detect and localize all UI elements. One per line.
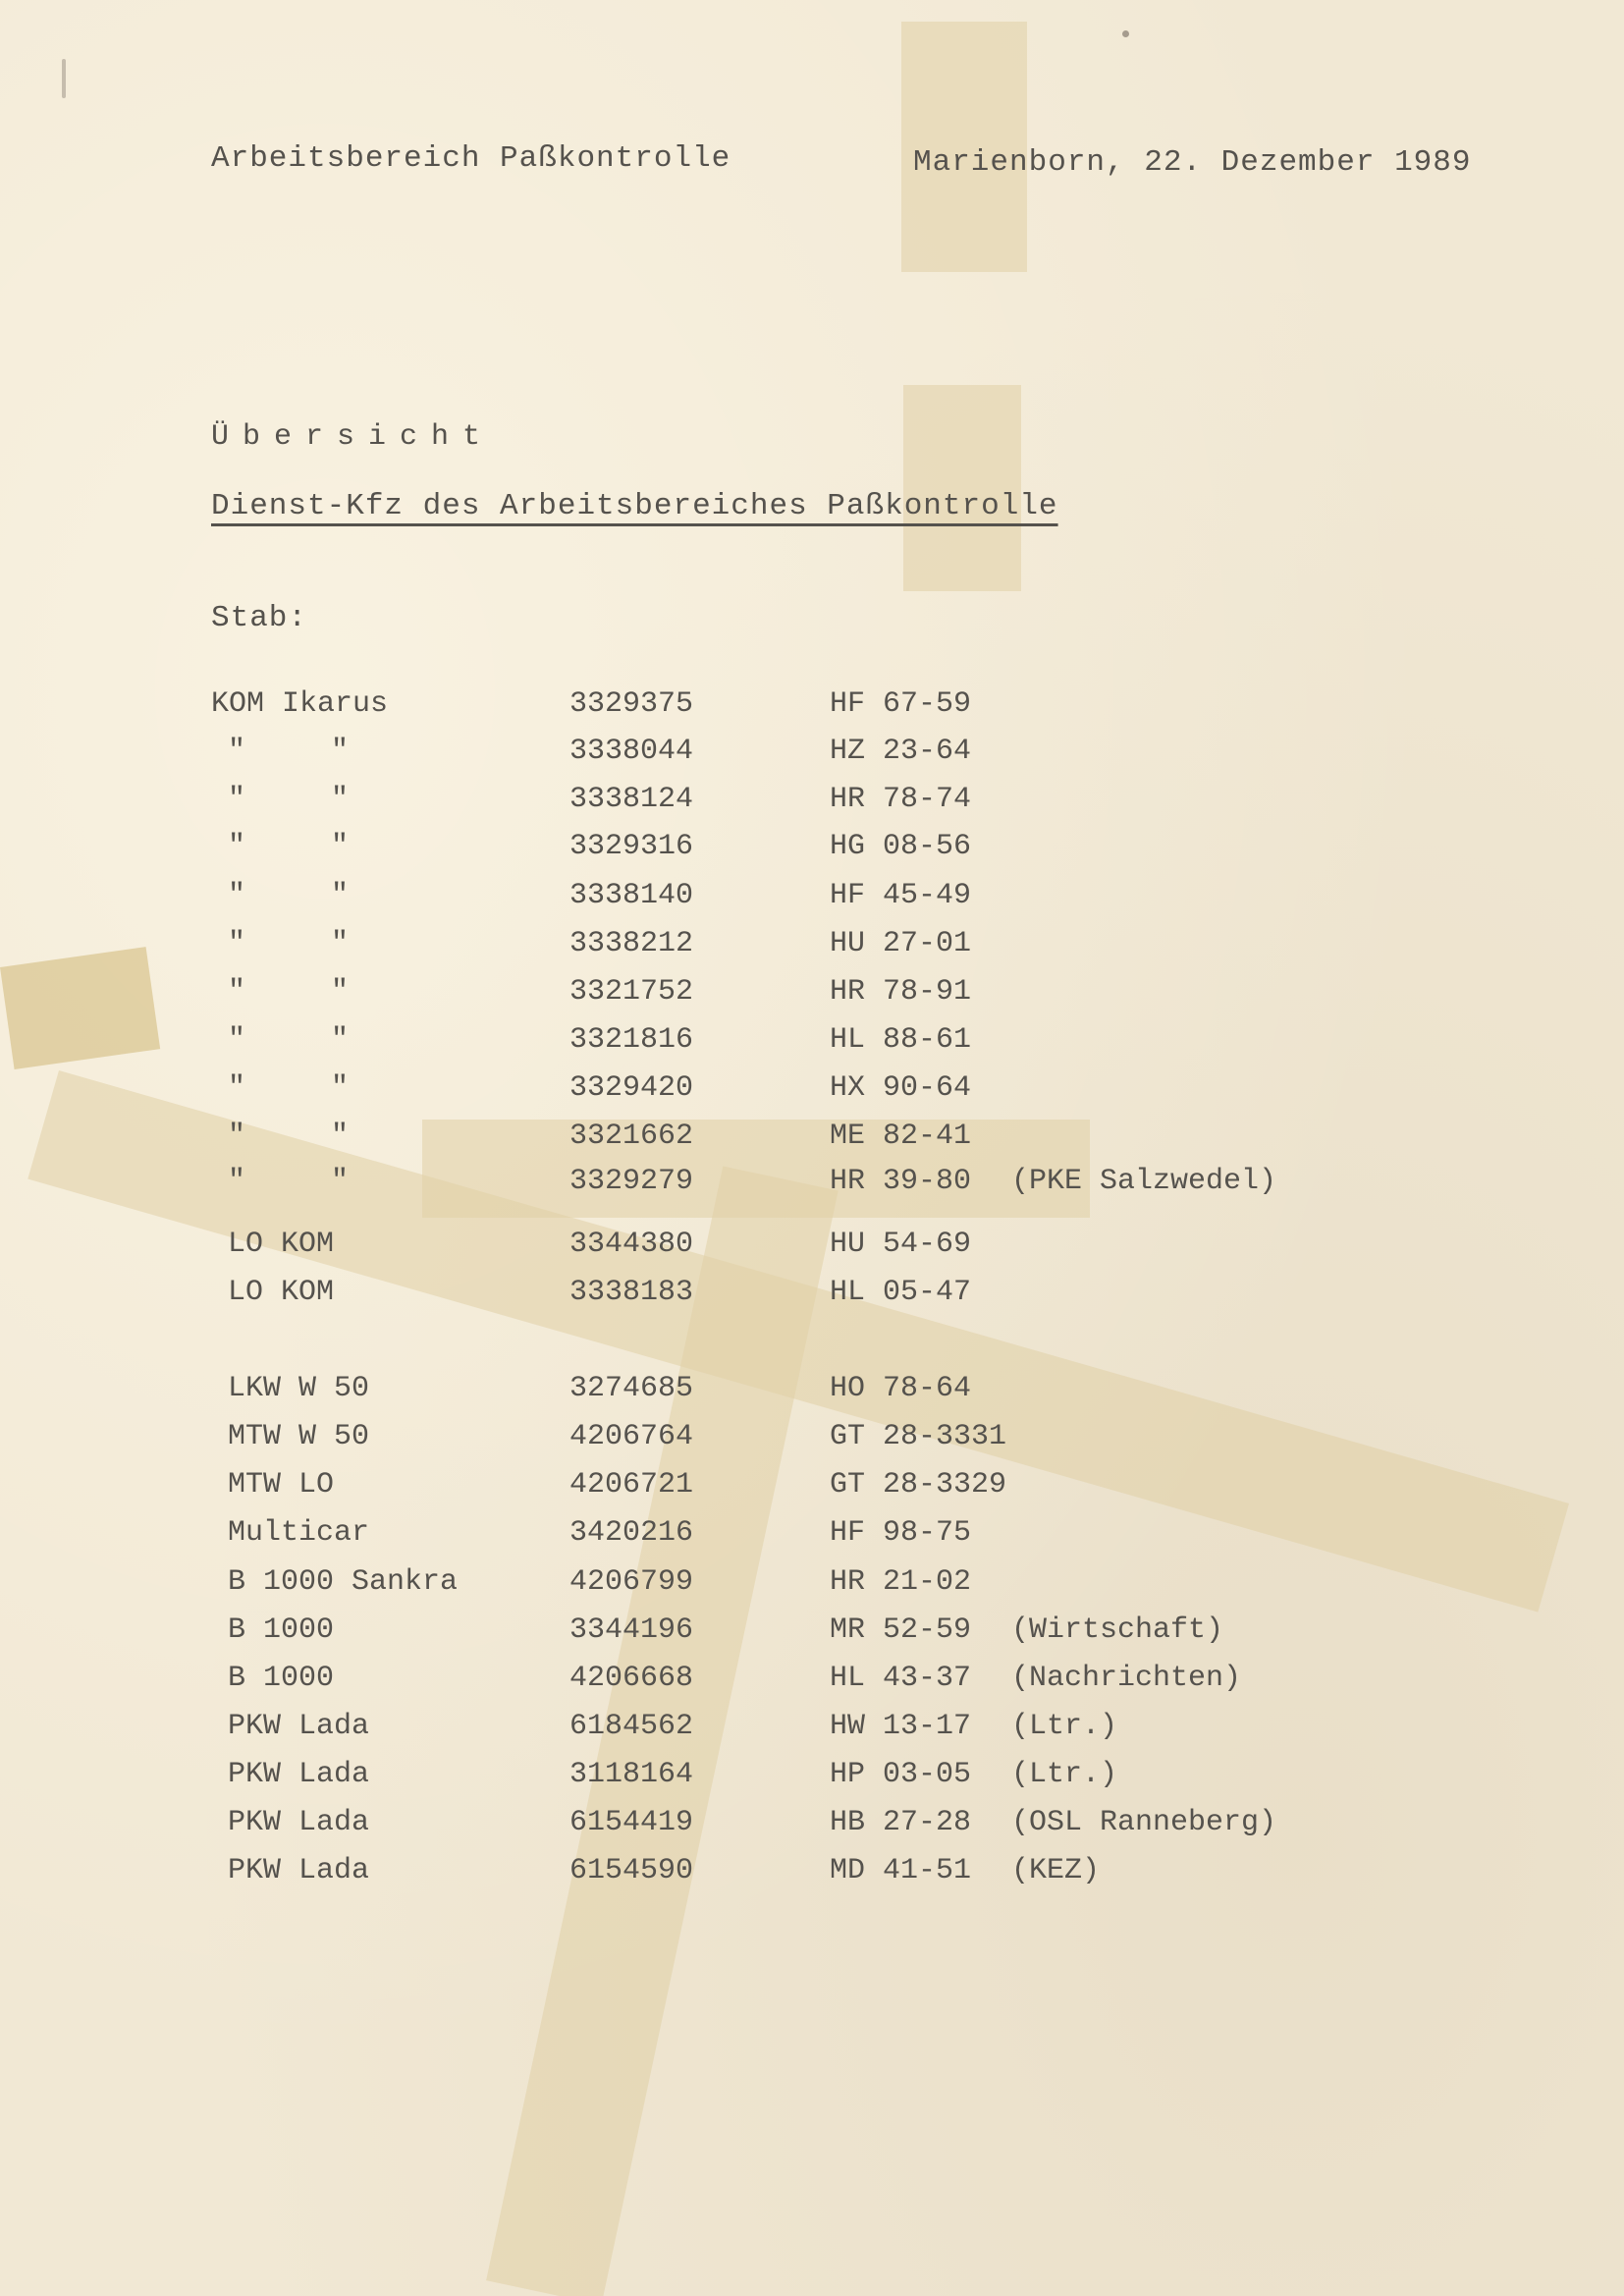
license-plate: MD 41-51 <box>830 1854 972 1887</box>
vehicle-number: 3274685 <box>569 1372 694 1405</box>
vehicle-type: PKW Lada <box>228 1806 370 1839</box>
vehicle-number: 6154419 <box>569 1806 694 1839</box>
vehicle-row <box>0 1071 1624 1115</box>
ditto-mark: " <box>228 927 246 960</box>
vehicle-number: 3344196 <box>569 1613 694 1647</box>
ditto-mark: " <box>331 975 350 1009</box>
vehicle-row <box>0 1468 1624 1511</box>
vehicle-number: 6184562 <box>569 1710 694 1743</box>
vehicle-row <box>0 1516 1624 1559</box>
vehicle-number: 3338124 <box>569 783 694 816</box>
license-plate: HF 98-75 <box>830 1516 972 1550</box>
vehicle-row <box>0 830 1624 873</box>
license-plate: HB 27-28 <box>830 1806 972 1839</box>
ditto-mark: " <box>228 975 246 1009</box>
vehicle-number: 4206668 <box>569 1662 694 1695</box>
license-plate: ME 82-41 <box>830 1120 972 1153</box>
ditto-mark: " <box>228 879 246 912</box>
vehicle-row <box>0 1120 1624 1163</box>
vehicle-row <box>0 1023 1624 1066</box>
vehicle-note: (OSL Ranneberg) <box>1011 1806 1277 1839</box>
license-plate: HW 13-17 <box>830 1710 972 1743</box>
ditto-mark: " <box>331 1023 350 1057</box>
vehicle-row <box>0 783 1624 826</box>
license-plate: HL 43-37 <box>830 1662 972 1695</box>
ditto-mark: " <box>228 1071 246 1105</box>
department-header: Arbeitsbereich Paßkontrolle <box>211 141 731 176</box>
vehicle-number: 3321752 <box>569 975 694 1009</box>
ditto-mark: " <box>331 927 350 960</box>
vehicle-type: LO KOM <box>228 1276 335 1309</box>
vehicle-row <box>0 1710 1624 1753</box>
vehicle-note: (Ltr.) <box>1011 1710 1118 1743</box>
vehicle-number: 4206799 <box>569 1565 694 1599</box>
vehicle-row <box>0 1228 1624 1271</box>
license-plate: GT 28-3329 <box>830 1468 1007 1502</box>
vehicle-number: 3321816 <box>569 1023 694 1057</box>
license-plate: HU 27-01 <box>830 927 972 960</box>
vehicle-row <box>0 975 1624 1018</box>
vehicle-note: (PKE Salzwedel) <box>1011 1165 1277 1198</box>
vehicle-number: 3344380 <box>569 1228 694 1261</box>
license-plate: HR 39-80 <box>830 1165 972 1198</box>
license-plate: HO 78-64 <box>830 1372 972 1405</box>
vehicle-row <box>0 687 1624 731</box>
vehicle-number: 3420216 <box>569 1516 694 1550</box>
vehicle-type: Multicar <box>228 1516 370 1550</box>
vehicle-number: 6154590 <box>569 1854 694 1887</box>
license-plate: HR 21-02 <box>830 1565 972 1599</box>
ditto-mark: " <box>331 830 350 863</box>
vehicle-number: 4206721 <box>569 1468 694 1502</box>
vehicle-number: 3338183 <box>569 1276 694 1309</box>
vehicle-number: 3118164 <box>569 1758 694 1791</box>
license-plate: MR 52-59 <box>830 1613 972 1647</box>
vehicle-row <box>0 735 1624 778</box>
ditto-mark: " <box>228 1165 246 1198</box>
vehicle-row <box>0 1372 1624 1415</box>
vehicle-row <box>0 1565 1624 1609</box>
ditto-mark: " <box>331 879 350 912</box>
vehicle-type: B 1000 <box>228 1662 335 1695</box>
vehicle-note: (Ltr.) <box>1011 1758 1118 1791</box>
vehicle-type: PKW Lada <box>228 1854 370 1887</box>
ditto-mark: " <box>331 1120 350 1153</box>
vehicle-number: 4206764 <box>569 1420 694 1453</box>
vehicle-number: 3329420 <box>569 1071 694 1105</box>
ditto-mark: " <box>331 735 350 768</box>
license-plate: HZ 23-64 <box>830 735 972 768</box>
vehicle-type: LO KOM <box>228 1228 335 1261</box>
ditto-mark: " <box>228 1023 246 1057</box>
license-plate: HL 05-47 <box>830 1276 972 1309</box>
vehicle-type: MTW W 50 <box>228 1420 370 1453</box>
vehicle-row <box>0 927 1624 970</box>
vehicle-row <box>0 1165 1624 1208</box>
ditto-mark: " <box>228 830 246 863</box>
vehicle-row <box>0 1854 1624 1897</box>
ditto-mark: " <box>228 783 246 816</box>
vehicle-number: 3329279 <box>569 1165 694 1198</box>
vehicle-type: B 1000 <box>228 1613 335 1647</box>
vehicle-number: 3329375 <box>569 687 694 721</box>
license-plate: HF 45-49 <box>830 879 972 912</box>
license-plate: HU 54-69 <box>830 1228 972 1261</box>
vehicle-row <box>0 879 1624 922</box>
vehicle-type: B 1000 Sankra <box>228 1565 459 1599</box>
page-title: Übersicht <box>211 420 495 454</box>
vehicle-type: KOM Ikarus <box>211 687 389 721</box>
vehicle-type: MTW LO <box>228 1468 335 1502</box>
vehicle-type: LKW W 50 <box>228 1372 370 1405</box>
ditto-mark: " <box>228 1120 246 1153</box>
license-plate: GT 28-3331 <box>830 1420 1007 1453</box>
vehicle-row <box>0 1613 1624 1657</box>
vehicle-row <box>0 1276 1624 1319</box>
license-plate: HL 88-61 <box>830 1023 972 1057</box>
license-plate: HG 08-56 <box>830 830 972 863</box>
license-plate: HP 03-05 <box>830 1758 972 1791</box>
vehicle-number: 3338212 <box>569 927 694 960</box>
vehicle-row <box>0 1758 1624 1801</box>
ditto-mark: " <box>331 783 350 816</box>
section-label: Stab: <box>211 601 308 635</box>
date-header: Marienborn, 22. Dezember 1989 <box>913 145 1472 180</box>
page-subtitle: Dienst-Kfz des Arbeitsbereiches Paßkontrolle <box>211 489 1058 523</box>
vehicle-note: (Nachrichten) <box>1011 1662 1242 1695</box>
vehicle-row <box>0 1806 1624 1849</box>
license-plate: HR 78-91 <box>830 975 972 1009</box>
vehicle-type: PKW Lada <box>228 1710 370 1743</box>
vehicle-number: 3321662 <box>569 1120 694 1153</box>
vehicle-row <box>0 1420 1624 1463</box>
vehicle-note: (Wirtschaft) <box>1011 1613 1224 1647</box>
ditto-mark: " <box>331 1071 350 1105</box>
vehicle-number: 3338140 <box>569 879 694 912</box>
ditto-mark: " <box>228 735 246 768</box>
ditto-mark: " <box>331 1165 350 1198</box>
vehicle-number: 3338044 <box>569 735 694 768</box>
vehicle-note: (KEZ) <box>1011 1854 1101 1887</box>
vehicle-row <box>0 1662 1624 1705</box>
license-plate: HR 78-74 <box>830 783 972 816</box>
vehicle-number: 3329316 <box>569 830 694 863</box>
vehicle-type: PKW Lada <box>228 1758 370 1791</box>
license-plate: HX 90-64 <box>830 1071 972 1105</box>
license-plate: HF 67-59 <box>830 687 972 721</box>
